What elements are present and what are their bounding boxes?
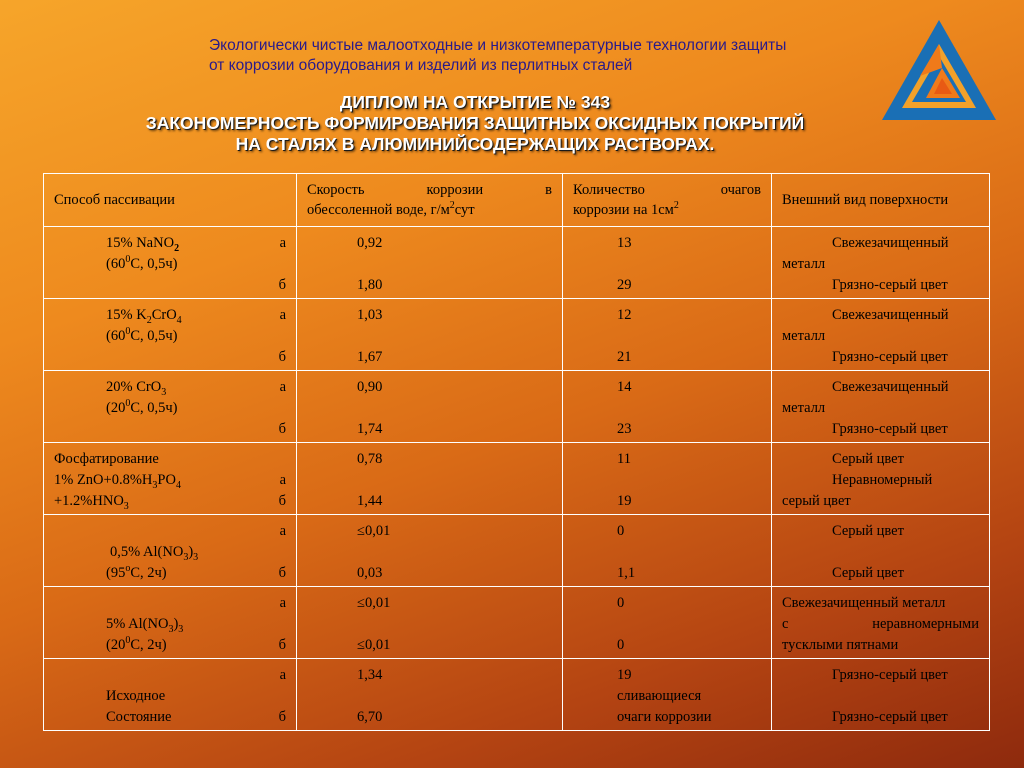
table-row xyxy=(44,227,990,299)
method-cell: а 0,5% $Al(NO_3)_3$ ($95^оС$, 2ч) б xyxy=(44,515,297,587)
header-method: Способ пассивации xyxy=(44,174,297,227)
method-cell: а Исходное Состояние б xyxy=(44,659,297,731)
table-row xyxy=(44,299,990,371)
header-speed-line-1: Скорость коррозии в xyxy=(307,182,552,198)
speed-cell: 1,03 1,67 xyxy=(297,299,563,371)
speed-cell: 0,92 1,80 xyxy=(297,227,563,299)
appearance-cell: Свежезачищенный металл Грязно-серый цвет xyxy=(772,371,990,443)
count-cell: 0 1,1 xyxy=(563,515,772,587)
table-row xyxy=(44,443,990,515)
table-row xyxy=(44,587,990,659)
heading xyxy=(60,92,890,155)
header-speed-line-2: обессоленной воде, $г/м^2сут$ xyxy=(307,200,475,218)
table-row xyxy=(44,515,990,587)
method-cell: а 5% $Al(NO_3)_3$ ($20^0С$, 2ч) б xyxy=(44,587,297,659)
speed-cell: 0,90 1,74 xyxy=(297,371,563,443)
appearance-cell: Серый цвет Неравномерный серый цвет xyxy=(772,443,990,515)
speed-cell: 1,34 6,70 xyxy=(297,659,563,731)
header-count-line-1: Количество очагов xyxy=(573,182,761,198)
count-cell: 19 сливающиеся очаги коррозии xyxy=(563,659,772,731)
count-cell: 12 21 xyxy=(563,299,772,371)
header-appearance: Внешний вид поверхности xyxy=(772,174,990,227)
appearance-cell: Свежезачищенный металл с неравномерными тусклыми пятнами xyxy=(772,587,990,659)
subtitle-line-1: Экологически чистые малоотходные и низкотемпературные технологии защиты xyxy=(209,37,787,54)
appearance-cell: Серый цвет Серый цвет xyxy=(772,515,990,587)
subtitle-line-2: от коррозии оборудования и изделий из перлитных сталей xyxy=(209,57,633,74)
speed-cell: ≤0,01 0,03 xyxy=(297,515,563,587)
count-cell: 14 23 xyxy=(563,371,772,443)
header-count-line-2: коррозии на $1см^2$ xyxy=(573,200,679,218)
method-cell: 15% $K_2CrO_4$ а ($60^0С$, 0,5ч) б xyxy=(44,299,297,371)
count-cell: 11 19 xyxy=(563,443,772,515)
method-cell: Фосфатирование 1% $ZnO+0.8\%H_3PO_4$ а $+1.2\%HNO_3$ б xyxy=(44,443,297,515)
table-row xyxy=(44,371,990,443)
table-header-row xyxy=(44,174,990,227)
passivation-table xyxy=(43,173,990,731)
speed-cell: 0,78 1,44 xyxy=(297,443,563,515)
heading-line-2: ЗАКОНОМЕРНОСТЬ ФОРМИРОВАНИЯ ЗАЩИТНЫХ ОКСИДНЫХ ПОКРЫТИЙ xyxy=(145,113,805,133)
table-row xyxy=(44,659,990,731)
header-count xyxy=(563,174,772,227)
count-cell: 0 0 xyxy=(563,587,772,659)
appearance-cell: Свежезачищенный металл Грязно-серый цвет xyxy=(772,299,990,371)
subtitle xyxy=(209,36,869,76)
heading-line-1: ДИПЛОМ НА ОТКРЫТИЕ № 343 xyxy=(339,92,611,112)
triangle-logo-icon xyxy=(880,18,998,122)
header-speed xyxy=(297,174,563,227)
speed-cell: ≤0,01 ≤0,01 xyxy=(297,587,563,659)
appearance-cell: Свежезачищенный металл Грязно-серый цвет xyxy=(772,227,990,299)
appearance-cell: Грязно-серый цвет Грязно-серый цвет xyxy=(772,659,990,731)
method-cell: 20% CrO$_3$ а ($20^0С$, 0,5ч) б xyxy=(44,371,297,443)
count-cell: 13 29 xyxy=(563,227,772,299)
method-cell: 15% NaNO$_2$ а ($60^0С$, 0,5ч) б xyxy=(44,227,297,299)
heading-line-3: НА СТАЛЯХ В АЛЮМИНИЙСОДЕРЖАЩИХ РАСТВОРАХ. xyxy=(235,134,715,154)
